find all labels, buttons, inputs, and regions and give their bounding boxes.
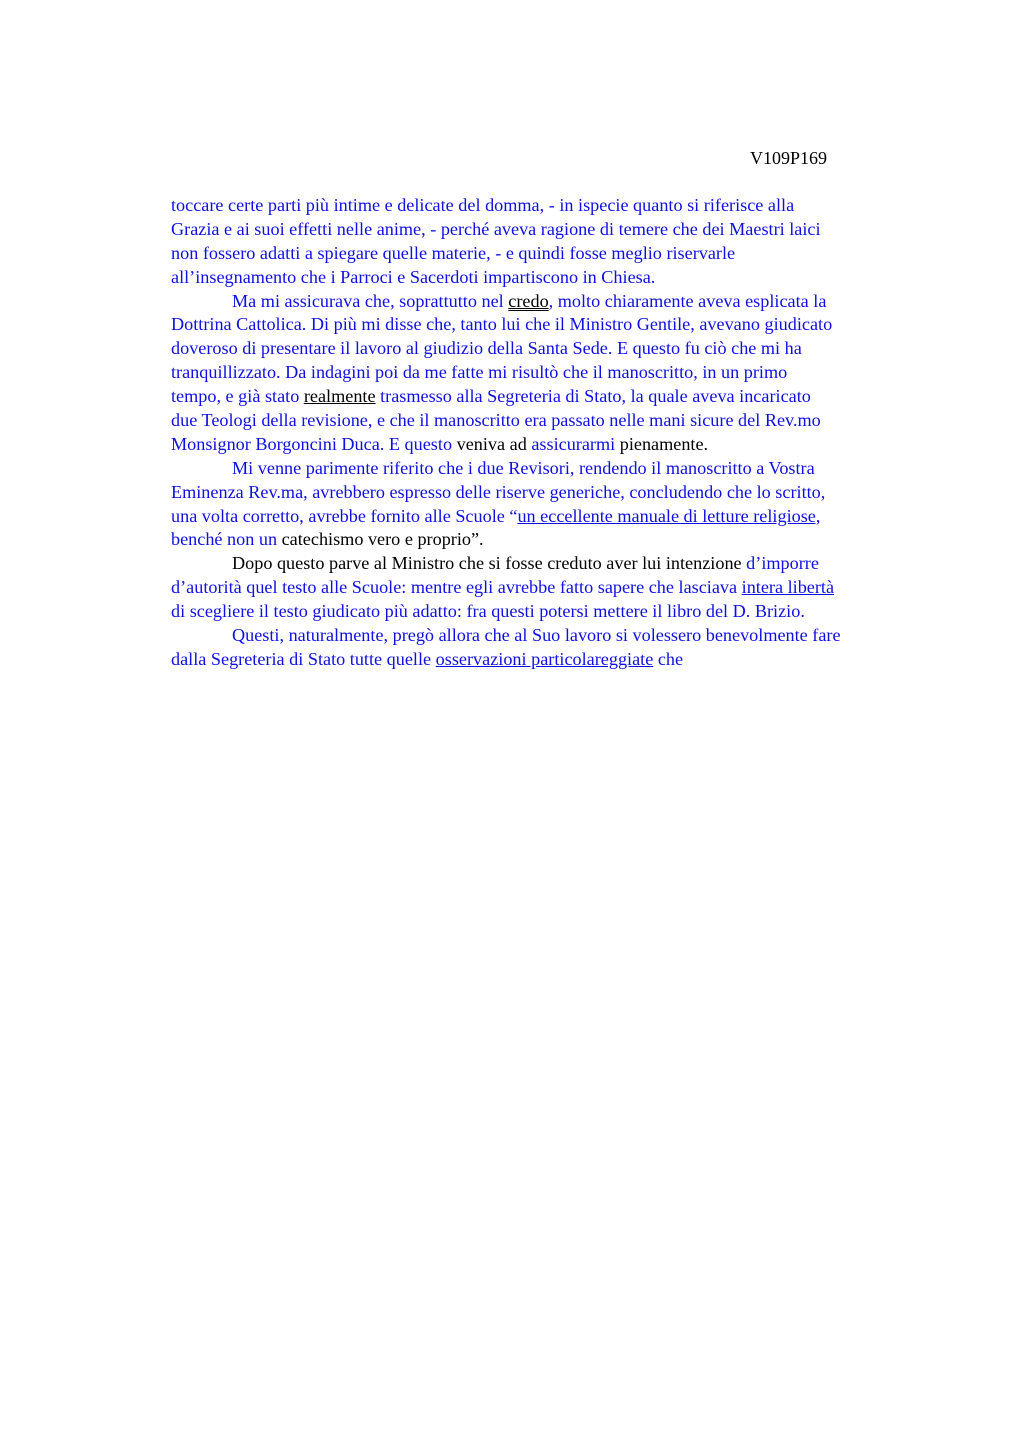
- text-run: una volta corretto, avrebbe fornito alle Scuole “: [171, 505, 518, 526]
- text-run: assicurarmi: [531, 433, 616, 454]
- text-run-black: veniva ad: [456, 433, 532, 454]
- text-line: due Teologi della revisione, e che il manoscritto era passato nelle mani sicure del Rev.mo: [171, 410, 821, 431]
- paragraph-3: [171, 457, 941, 553]
- text-run-black: Dopo questo parve al Ministro che si fosse creduto aver lui intenzione: [232, 553, 747, 574]
- underlined-word-credo: credo: [508, 290, 549, 311]
- text-line: tranquillizzato. Da indagini poi da me fatte mi risultò che il manoscritto, in un primo: [171, 362, 788, 383]
- document-body: [171, 194, 941, 672]
- text-run: trasmesso alla Segreteria di Stato, la quale aveva incaricato: [375, 386, 811, 407]
- text-line: [171, 433, 941, 457]
- text-run-black: catechismo vero e proprio”.: [277, 529, 484, 550]
- text-line: Mi venne parimente riferito che i due Revisori, rendendo il manoscritto a Vostra: [232, 457, 815, 478]
- text-line: toccare certe parti più intime e delicate del domma, - in ispecie quanto si riferisce alla: [171, 195, 795, 215]
- text-run: Ma mi assicurava che, soprattutto nel: [232, 290, 509, 311]
- text-line: all’insegnamento che i Parroci e Sacerdoti impartiscono in Chiesa.: [171, 266, 656, 287]
- text-line: di scegliere il testo giudicato più adatto: fra questi potersi mettere il libro del D. Brizio.: [171, 601, 805, 622]
- text-run: , molto chiaramente aveva esplicata la: [548, 290, 827, 311]
- text-line: [171, 505, 941, 529]
- text-run: che: [653, 648, 684, 669]
- text-line: [171, 528, 941, 552]
- text-line: Eminenza Rev.ma, avrebbero espresso delle riserve generiche, concludendo che lo scritto,: [171, 481, 826, 502]
- text-line: Dottrina Cattolica. Di più mi disse che, tanto lui che il Ministro Gentile, avevano giudicato: [171, 314, 833, 335]
- text-run: tempo, e già stato: [171, 386, 304, 407]
- paragraph-5: [171, 624, 941, 672]
- text-run: dalla Segreteria di Stato tutte quelle: [171, 648, 436, 669]
- text-line: non fossero adatti a spiegare quelle materie, - e quindi fosse meglio riservarle: [171, 242, 736, 263]
- underlined-quote: un eccellente manuale di letture religiose,: [517, 505, 821, 526]
- text-line: doveroso di presentare il lavoro al giudizio della Santa Sede. E questo fu ciò che mi ha: [171, 338, 802, 359]
- paragraph-1: [171, 194, 941, 290]
- paragraph-2: [171, 290, 941, 457]
- text-line: [171, 648, 941, 672]
- text-run: d’autorità quel testo alle Scuole: mentre egli avrebbe fatto sapere che lasciava: [171, 577, 742, 598]
- text-line: Questi, naturalmente, pregò allora che al Suo lavoro si volessero benevolmente fare: [232, 625, 841, 646]
- paragraph-4: [171, 552, 941, 624]
- text-line: [171, 552, 941, 576]
- text-run: Monsignor Borgoncini Duca. E questo: [171, 433, 457, 454]
- text-line: [171, 576, 941, 600]
- text-line: [171, 290, 941, 314]
- text-line: [171, 385, 941, 409]
- text-line: Grazia e ai suoi effetti nelle anime, - perché aveva ragione di temere che dei Maestri laici: [171, 218, 821, 239]
- text-run-black: pienamente.: [615, 433, 709, 454]
- page-identifier: V109P169: [750, 148, 828, 168]
- text-run: d’imporre: [746, 553, 819, 574]
- underlined-word-realmente: realmente: [303, 386, 376, 407]
- underlined-phrase-intera-liberta: intera libertà: [741, 577, 835, 598]
- underlined-phrase-osservazioni: osservazioni particolareggiate: [435, 648, 654, 669]
- text-run: benché non un: [171, 529, 278, 550]
